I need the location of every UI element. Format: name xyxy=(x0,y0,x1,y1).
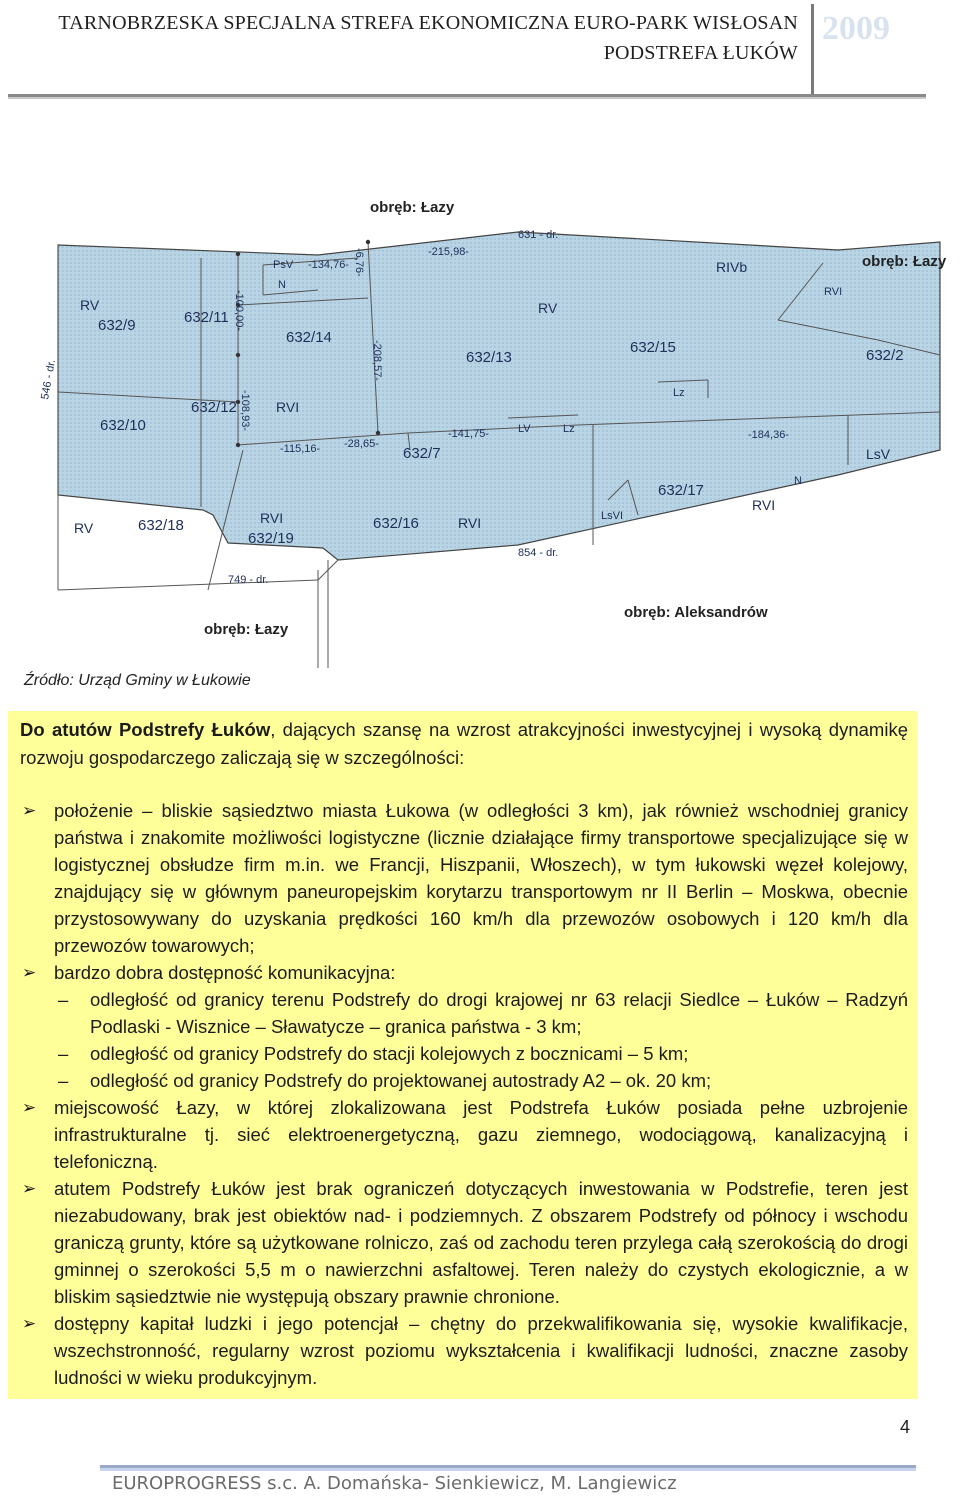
map-dim-215: -215,98- xyxy=(428,246,469,258)
cadastral-map xyxy=(18,150,958,668)
list-item xyxy=(20,1094,908,1175)
map-road-631: 631 - dr. xyxy=(518,229,559,241)
list-item xyxy=(20,1310,908,1391)
map-soil-psv: PsV xyxy=(273,259,294,271)
map-dim-208: -208,57- xyxy=(371,340,383,381)
list-item xyxy=(20,797,908,959)
list-item-text: bardzo dobra dostępność komunikacyjna: xyxy=(54,962,396,983)
page-header xyxy=(0,0,960,100)
map-parcel-632-16: 632/16 xyxy=(373,515,419,532)
map-parcel-632-7: 632/7 xyxy=(403,445,441,462)
list-item-text: atutem Podstrefy Łuków jest brak ograniczeń dotyczących inwestowania w Podstrefie, teren jest niezabudowany, brak jest obiektów nad- i podziemnych. Z obszarem Podstrefy od północy i wschodu graniczą grunty, które są użytkowane rolniczo, zaś od zachodu teren przylega całą szerokością do drogi gminnej o szerokości 5,5 m o nawierzchni asfaltowej. Teren należy do czystych ekologicznie, a w bliskim sąsiedztwie nie występują obszary prawnie chronione. xyxy=(54,1178,908,1307)
intro-bold: Do atutów Podstrefy Łuków xyxy=(20,719,271,740)
map-label-obreb-right: obręb: Łazy xyxy=(862,253,947,270)
dash-bullet-icon: – xyxy=(58,1043,69,1064)
cadastral-map-drawing xyxy=(18,150,958,668)
dash-bullet-icon: – xyxy=(58,989,69,1010)
sub-list-item xyxy=(54,986,908,1040)
map-soil-rv-3: RV xyxy=(74,520,94,536)
map-parcel-632-17: 632/17 xyxy=(658,482,704,499)
sub-list-item-text: odległość od granicy Podstrefy do projektowanej autostrady A2 – ok. 20 km; xyxy=(90,1070,712,1091)
map-caption: Źródło: Urząd Gminy w Łukowie xyxy=(24,672,251,689)
map-soil-n-2: N xyxy=(794,475,802,487)
map-soil-lsv: LsV xyxy=(866,446,891,462)
parcel-area xyxy=(58,232,940,560)
map-dim-6: -6,76- xyxy=(353,248,365,277)
map-soil-lz-2: Lz xyxy=(563,423,575,435)
dash-bullet-icon: – xyxy=(58,1070,69,1091)
map-soil-rv-2: RV xyxy=(538,300,558,316)
map-soil-rvi-3: RVI xyxy=(260,510,284,526)
sub-list-item xyxy=(54,1067,908,1094)
map-dim-100: -100,00- xyxy=(233,290,245,331)
arrow-bullet-icon: ➢ xyxy=(22,1314,37,1333)
map-soil-rivb: RIVb xyxy=(716,259,748,275)
map-road-749: 749 - dr. xyxy=(228,574,269,586)
header-line-2: PODSTREFA ŁUKÓW xyxy=(603,42,798,64)
sub-list-item xyxy=(54,1040,908,1067)
map-label-obreb-bottom-left: obręb: Łazy xyxy=(204,621,289,638)
map-dim-108: -108,93- xyxy=(239,390,251,431)
sub-list-item-text: odległość od granicy terenu Podstrefy do drogi krajowej nr 63 relacji Siedlce – Łuków – Radzyń Podlaski - Wisznice – Sławatycze – granica państwa - 3 km; xyxy=(90,989,908,1037)
map-dim-115: -115,16- xyxy=(280,443,321,455)
map-dim-28: -28,65- xyxy=(344,438,379,450)
map-road-546: 546 - dr. xyxy=(39,358,58,401)
page-number: 4 xyxy=(900,1417,911,1437)
map-parcel-632-2: 632/2 xyxy=(866,347,904,364)
footer-text: EUROPROGRESS s.c. A. Domańska- Sienkiewicz, M. Langiewicz xyxy=(112,1473,677,1494)
map-soil-lsvi: LsVI xyxy=(601,510,624,522)
map-soil-rvi-4: RVI xyxy=(752,497,776,513)
map-dim-184: -184,36- xyxy=(748,429,789,441)
arrow-bullet-icon: ➢ xyxy=(22,801,37,820)
map-label-obreb-bottom-right: obręb: Aleksandrów xyxy=(624,604,768,621)
map-parcel-632-18: 632/18 xyxy=(138,517,184,534)
advantages-list xyxy=(20,797,908,1391)
map-parcel-632-13: 632/13 xyxy=(466,349,512,366)
header-year: 2009 xyxy=(822,10,890,47)
map-soil-n-1: N xyxy=(278,279,286,291)
header-rule-light xyxy=(8,97,926,99)
map-parcel-632-9: 632/9 xyxy=(98,317,136,334)
sub-list xyxy=(54,986,908,1094)
map-soil-lz-1: Lz xyxy=(673,387,685,399)
map-soil-rvi-2: RVI xyxy=(458,515,482,531)
map-parcel-632-14: 632/14 xyxy=(286,329,332,346)
arrow-bullet-icon: ➢ xyxy=(22,1179,37,1198)
map-dim-134: -134,76- xyxy=(308,259,349,271)
list-item-text: dostępny kapitał ludzki i jego potencjał – chętny do przekwalifikowania się, wysokie kwalifikacje, wszechstronność, regularny wzrost poziomu wykształcenia i kwalifikacji ludności, znaczne zasoby ludności w wieku produkcyjnym. xyxy=(54,1313,908,1388)
map-parcel-632-15: 632/15 xyxy=(630,339,676,356)
header-title xyxy=(58,8,798,68)
sub-list-item-text: odległość od granicy Podstrefy do stacji kolejowych z bocznicami – 5 km; xyxy=(90,1043,689,1064)
footer-rule-light xyxy=(100,1468,916,1471)
map-label-obreb-top: obręb: Łazy xyxy=(370,199,455,216)
map-soil-rv-1: RV xyxy=(80,297,100,313)
header-divider xyxy=(811,4,814,94)
list-item xyxy=(20,959,908,1094)
map-parcel-632-11: 632/11 xyxy=(184,309,229,326)
intro-paragraph xyxy=(20,716,908,772)
map-soil-lv: LV xyxy=(518,423,531,435)
map-dim-141: -141,75- xyxy=(448,428,489,440)
list-item-text: miejscowość Łazy, w której zlokalizowana jest Podstrefa Łuków posiada pełne uzbrojenie infrastrukturalne tj. sieć elektroenergetyczną, gazu ziemnego, wodociągową, kanalizacyjną i telefoniczną. xyxy=(54,1097,908,1172)
map-soil-rvi-5: RVI xyxy=(824,286,843,298)
header-line-1: TARNOBRZESKA SPECJALNA STREFA EKONOMICZNA EURO-PARK WISŁOSAN xyxy=(58,12,798,34)
list-item-text: położenie – bliskie sąsiedztwo miasta Łukowa (w odległości 3 km), jak również wschodniej granicy państwa i znakomite możliwości logistyczne (licznie działające firmy transportowe specjalizujące się w logistycznej obsłudze firm m.in. we Francji, Hiszpanii, Włoszech), w tym łukowski węzeł kolejowy, znajdujący się w głównym paneuropejskim korytarzu transportowym nr II Berlin – Moskwa, obecnie przystosowywany do uzyskania prędkości 160 km/h dla przewozów osobowych i 120 km/h dla przewozów towarowych; xyxy=(54,800,908,956)
map-road-854: 854 - dr. xyxy=(518,547,559,559)
map-parcel-632-10: 632/10 xyxy=(100,417,146,434)
map-parcel-632-19: 632/19 xyxy=(248,530,294,547)
intro-rest: , dających szansę na wzrost atrakcyjności inwestycyjnej i wysoką dynamikę rozwoju gospodarczego zaliczają się w szczególności: xyxy=(20,719,908,768)
arrow-bullet-icon: ➢ xyxy=(22,1098,37,1117)
arrow-bullet-icon: ➢ xyxy=(22,963,37,982)
list-item xyxy=(20,1175,908,1310)
map-soil-rvi-1: RVI xyxy=(276,399,300,415)
map-parcel-632-12: 632/12 xyxy=(191,399,237,416)
